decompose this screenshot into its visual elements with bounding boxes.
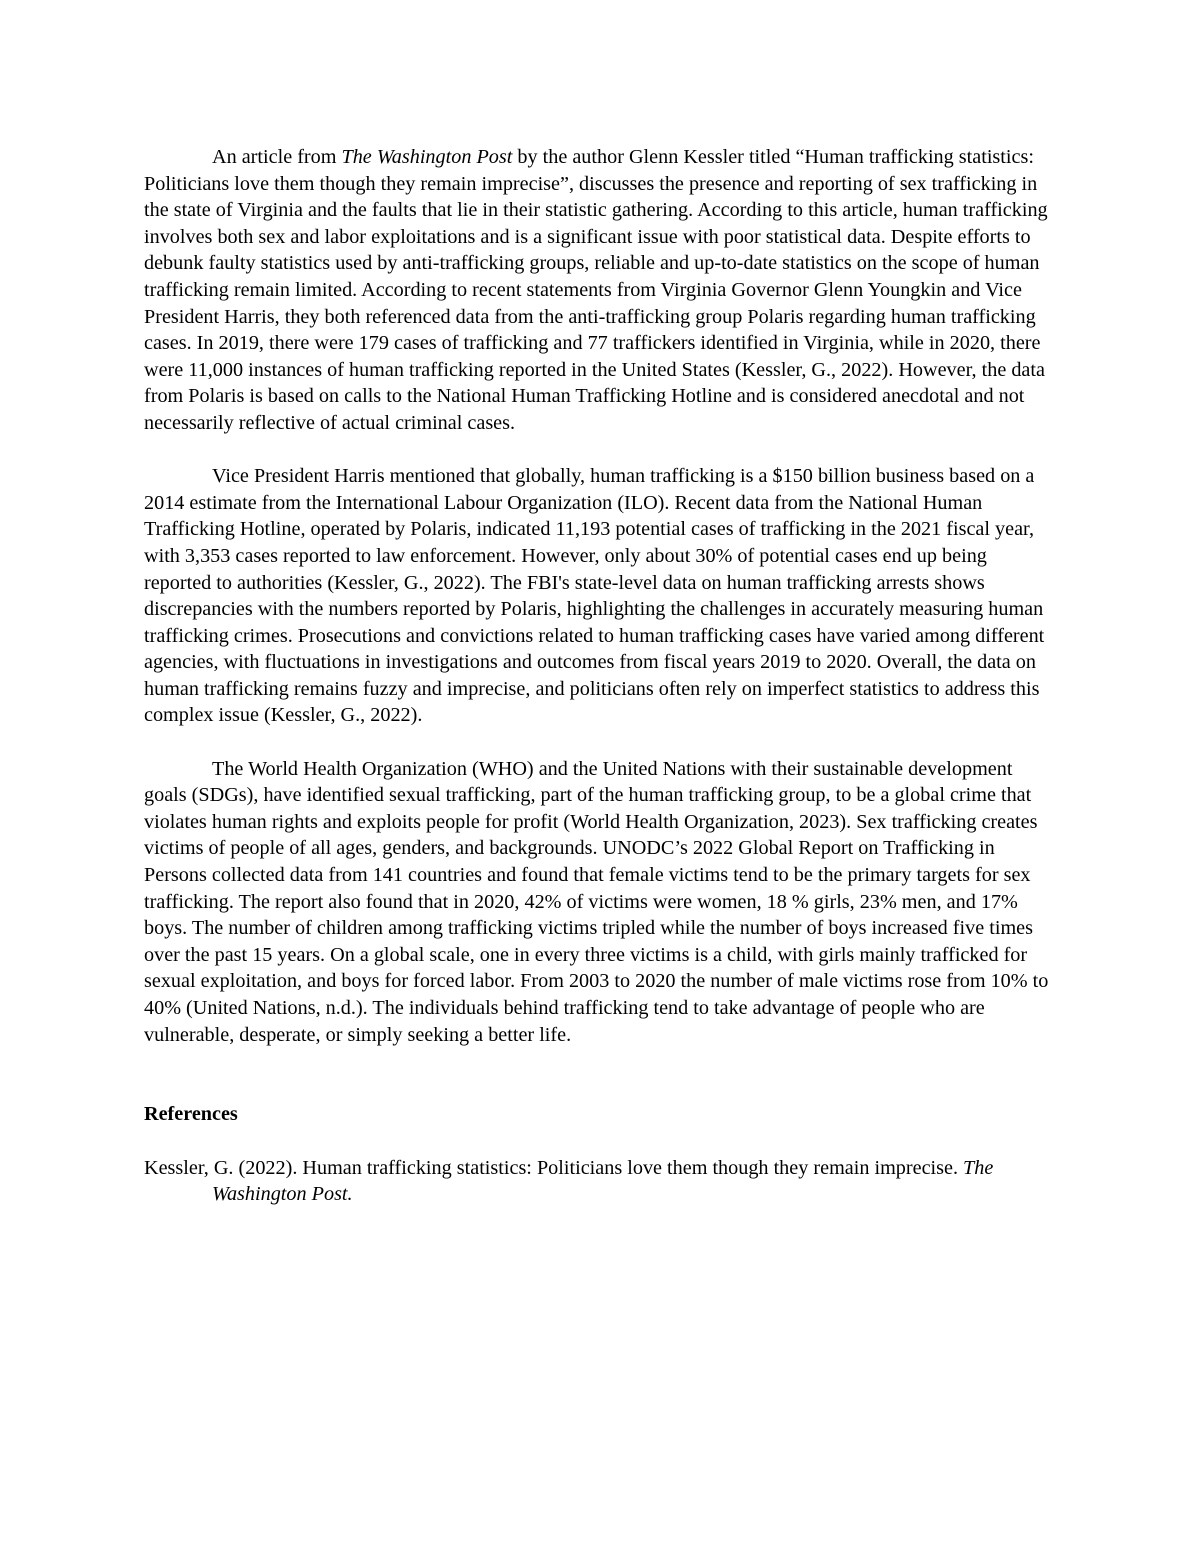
- body-text-run: by the author Glenn Kessler titled “Human trafficking statistics: Politicians love them though they remain imprecise”, discusses the presence and reporting of sex trafficking in the state of Virginia and the faults that lie in their statistic gathering. According to this article, human trafficking involves both sex and labor exploitations and is a significant issue with poor statistical data. Despite efforts to debunk faulty statistics used by anti-trafficking groups, reliable and up-to-date statistics on the scope of human trafficking remain limited. According to recent statements from Virginia Governor Glenn Youngkin and Vice President Harris, they both referenced data from the anti-trafficking group Polaris regarding human trafficking cases. In 2019, there were 179 cases of trafficking and 77 traffickers identified in Virginia, while in 2020, there were 11,000 instances of human trafficking reported in the United States (Kessler, G., 2022). However, the data from Polaris is based on calls to the National Human Trafficking Hotline and is considered anecdotal and not necessarily reflective of actual criminal cases.: [144, 146, 1048, 434]
- section-spacer: [144, 1075, 1059, 1102]
- italic-title-text: The Washington Post.: [212, 1156, 994, 1206]
- references-heading: References: [144, 1103, 238, 1126]
- document-body: [144, 144, 1059, 1208]
- body-paragraph: [144, 463, 1059, 729]
- body-paragraph: [144, 756, 1059, 1049]
- reference-entry: [144, 1155, 1059, 1208]
- essay-paragraphs: [144, 144, 1059, 1048]
- italic-title-text: The Washington Post: [341, 146, 513, 168]
- body-text-run: Kessler, G. (2022). Human trafficking statistics: Politicians love them though they remain imprecise.: [144, 1156, 964, 1179]
- body-text-run: Vice President Harris mentioned that globally, human trafficking is a $150 billion business based on a 2014 estimate from the International Labour Organization (ILO). Recent data from the National Human Trafficking Hotline, operated by Polaris, indicated 11,193 potential cases of trafficking in the 2021 fiscal year, with 3,353 cases reported to law enforcement. However, only about 30% of potential cases end up being reported to authorities (Kessler, G., 2022). The FBI's state-level data on human trafficking arrests shows discrepancies with the numbers reported by Polaris, highlighting the challenges in accurately measuring human trafficking crimes. Prosecutions and convictions related to human trafficking cases have varied among different agencies, with fluctuations in investigations and outcomes from fiscal years 2019 to 2020. Overall, the data on human trafficking remains fuzzy and imprecise, and politicians often rely on imperfect statistics to address this complex issue (Kessler, G., 2022).: [144, 465, 1045, 727]
- body-text-run: An article from: [212, 146, 342, 168]
- body-text-run: The World Health Organization (WHO) and the United Nations with their sustainable development goals (SDGs), have identified sexual trafficking, part of the human trafficking group, to be a global crime that violates human rights and exploits people for profit (World Health Organization, 2023). Sex trafficking creates victims of people of all ages, genders, and backgrounds. UNODC’s 2022 Global Report on Trafficking in Persons collected data from 141 countries and found that female victims tend to be the primary targets for sex trafficking. The report also found that in 2020, 42% of victims were women, 18 % girls, 23% men, and 17% boys. The number of children among trafficking victims tripled while the number of boys increased five times over the past 15 years. On a global scale, one in every three victims is a child, with girls mainly trafficked for sexual exploitation, and boys for forced labor. From 2003 to 2020 the number of male victims rose from 10% to 40% (United Nations, n.d.). The individuals behind trafficking tend to take advantage of people who are vulnerable, desperate, or simply seeking a better life.: [144, 757, 1049, 1046]
- body-paragraph: [144, 144, 1059, 437]
- references-list: [144, 1155, 1059, 1208]
